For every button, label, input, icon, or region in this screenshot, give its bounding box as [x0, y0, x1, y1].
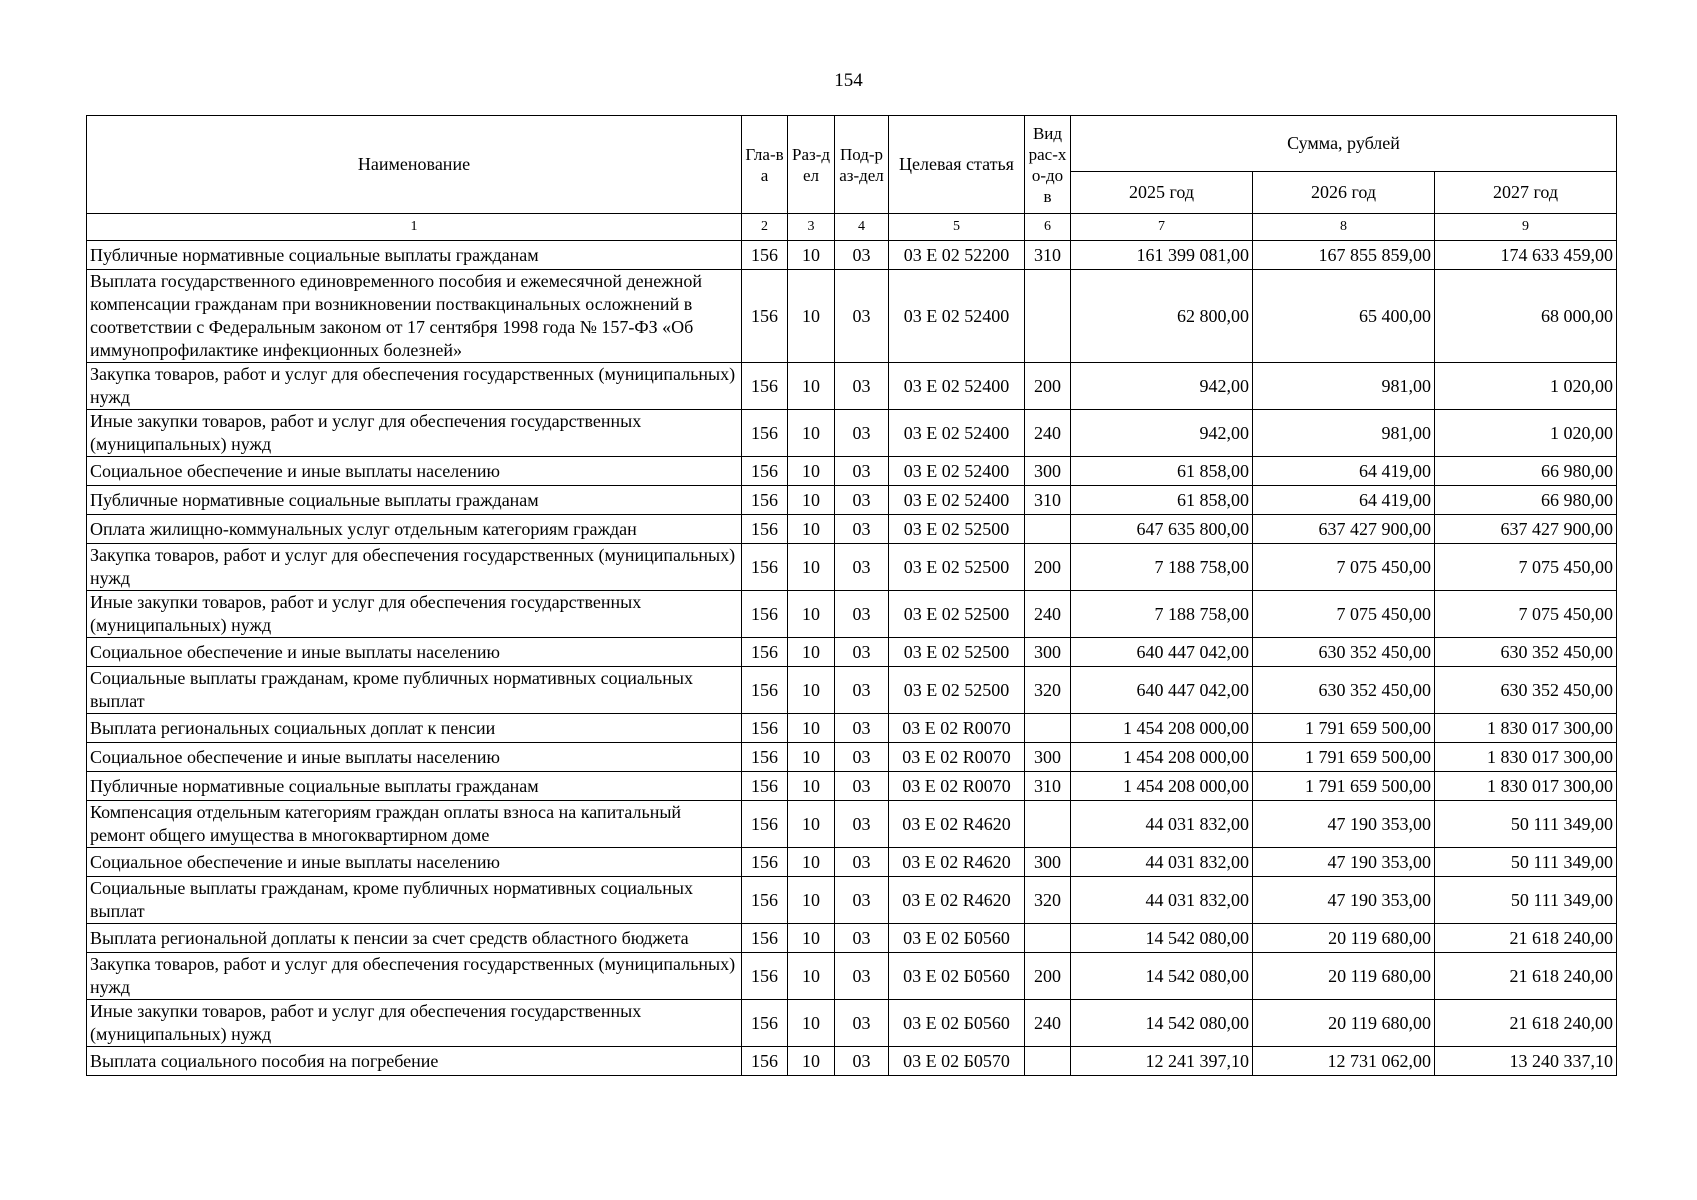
- cell-razdel: 10: [788, 924, 835, 953]
- cell-razdel: 10: [788, 714, 835, 743]
- cell-vid-rashodov: 310: [1025, 241, 1071, 270]
- colnum-8: 8: [1253, 214, 1435, 241]
- cell-glava: 156: [742, 486, 788, 515]
- cell-vid-rashodov: 200: [1025, 544, 1071, 591]
- colnum-4: 4: [835, 214, 889, 241]
- cell-sum-2025: 1 454 208 000,00: [1071, 772, 1253, 801]
- cell-celevaya-statya: 03 Е 02 Б0570: [889, 1047, 1025, 1076]
- cell-podrazdel: 03: [835, 848, 889, 877]
- cell-sum-2026: 65 400,00: [1253, 270, 1435, 363]
- cell-name: Выплата социального пособия на погребение: [87, 1047, 742, 1076]
- cell-razdel: 10: [788, 410, 835, 457]
- cell-sum-2026: 1 791 659 500,00: [1253, 772, 1435, 801]
- cell-name: Социальные выплаты гражданам, кроме публичных нормативных социальных выплат: [87, 877, 742, 924]
- cell-glava: 156: [742, 591, 788, 638]
- table-row: [87, 743, 1617, 772]
- cell-vid-rashodov: 200: [1025, 363, 1071, 410]
- cell-sum-2025: 44 031 832,00: [1071, 877, 1253, 924]
- cell-glava: 156: [742, 924, 788, 953]
- cell-podrazdel: 03: [835, 241, 889, 270]
- cell-name: Компенсация отдельным категориям граждан оплаты взноса на капитальный ремонт общего имущества в многоквартирном доме: [87, 801, 742, 848]
- cell-vid-rashodov: 310: [1025, 772, 1071, 801]
- table-row: [87, 241, 1617, 270]
- colnum-3: 3: [788, 214, 835, 241]
- cell-razdel: 10: [788, 363, 835, 410]
- cell-podrazdel: 03: [835, 544, 889, 591]
- header-year-2025: 2025 год: [1071, 172, 1253, 214]
- cell-podrazdel: 03: [835, 714, 889, 743]
- cell-celevaya-statya: 03 Е 02 R4620: [889, 801, 1025, 848]
- cell-celevaya-statya: 03 Е 02 R0070: [889, 772, 1025, 801]
- cell-vid-rashodov: 310: [1025, 486, 1071, 515]
- cell-sum-2027: 7 075 450,00: [1435, 591, 1617, 638]
- table-row: [87, 924, 1617, 953]
- table-row: [87, 953, 1617, 1000]
- cell-sum-2026: 47 190 353,00: [1253, 877, 1435, 924]
- cell-razdel: 10: [788, 591, 835, 638]
- header-vid: [1025, 116, 1071, 214]
- cell-podrazdel: 03: [835, 667, 889, 714]
- cell-sum-2027: 21 618 240,00: [1435, 1000, 1617, 1047]
- cell-razdel: 10: [788, 270, 835, 363]
- cell-sum-2027: 66 980,00: [1435, 457, 1617, 486]
- table-row: [87, 363, 1617, 410]
- table-row: [87, 877, 1617, 924]
- cell-sum-2027: 637 427 900,00: [1435, 515, 1617, 544]
- table-row: [87, 410, 1617, 457]
- cell-sum-2027: 1 020,00: [1435, 363, 1617, 410]
- cell-sum-2026: 1 791 659 500,00: [1253, 743, 1435, 772]
- cell-razdel: 10: [788, 241, 835, 270]
- cell-glava: 156: [742, 638, 788, 667]
- cell-name: Выплата региональной доплаты к пенсии за счет средств областного бюджета: [87, 924, 742, 953]
- cell-sum-2027: 630 352 450,00: [1435, 638, 1617, 667]
- cell-razdel: 10: [788, 515, 835, 544]
- cell-celevaya-statya: 03 Е 02 52500: [889, 591, 1025, 638]
- cell-sum-2026: 20 119 680,00: [1253, 924, 1435, 953]
- cell-podrazdel: 03: [835, 877, 889, 924]
- cell-sum-2025: 640 447 042,00: [1071, 638, 1253, 667]
- cell-glava: 156: [742, 241, 788, 270]
- cell-sum-2027: 21 618 240,00: [1435, 924, 1617, 953]
- cell-celevaya-statya: 03 Е 02 52500: [889, 515, 1025, 544]
- cell-vid-rashodov: 320: [1025, 877, 1071, 924]
- cell-podrazdel: 03: [835, 363, 889, 410]
- cell-sum-2025: 942,00: [1071, 410, 1253, 457]
- cell-sum-2025: 640 447 042,00: [1071, 667, 1253, 714]
- cell-glava: 156: [742, 772, 788, 801]
- cell-razdel: 10: [788, 743, 835, 772]
- cell-podrazdel: 03: [835, 924, 889, 953]
- cell-glava: 156: [742, 877, 788, 924]
- cell-razdel: 10: [788, 544, 835, 591]
- cell-celevaya-statya: 03 Е 02 R0070: [889, 714, 1025, 743]
- cell-sum-2027: 1 830 017 300,00: [1435, 714, 1617, 743]
- cell-glava: 156: [742, 714, 788, 743]
- cell-podrazdel: 03: [835, 486, 889, 515]
- cell-glava: 156: [742, 270, 788, 363]
- cell-sum-2025: 61 858,00: [1071, 486, 1253, 515]
- cell-name: Социальные выплаты гражданам, кроме публичных нормативных социальных выплат: [87, 667, 742, 714]
- cell-sum-2026: 20 119 680,00: [1253, 953, 1435, 1000]
- cell-name: Иные закупки товаров, работ и услуг для обеспечения государственных (муниципальных) нужд: [87, 410, 742, 457]
- cell-vid-rashodov: 300: [1025, 848, 1071, 877]
- cell-sum-2026: 7 075 450,00: [1253, 591, 1435, 638]
- cell-podrazdel: 03: [835, 1000, 889, 1047]
- cell-podrazdel: 03: [835, 743, 889, 772]
- cell-sum-2027: 13 240 337,10: [1435, 1047, 1617, 1076]
- table-row: [87, 667, 1617, 714]
- header-podrazdel: [835, 116, 889, 214]
- cell-podrazdel: 03: [835, 457, 889, 486]
- cell-name: Закупка товаров, работ и услуг для обеспечения государственных (муниципальных) нужд: [87, 544, 742, 591]
- cell-sum-2026: 630 352 450,00: [1253, 638, 1435, 667]
- table-row: [87, 772, 1617, 801]
- cell-glava: 156: [742, 457, 788, 486]
- cell-sum-2026: 47 190 353,00: [1253, 801, 1435, 848]
- cell-glava: 156: [742, 801, 788, 848]
- cell-sum-2026: 20 119 680,00: [1253, 1000, 1435, 1047]
- cell-podrazdel: 03: [835, 1047, 889, 1076]
- cell-vid-rashodov: [1025, 515, 1071, 544]
- cell-celevaya-statya: 03 Е 02 Б0560: [889, 924, 1025, 953]
- header-glava-text: Гла-ва: [745, 144, 784, 185]
- cell-glava: 156: [742, 544, 788, 591]
- cell-glava: 156: [742, 1000, 788, 1047]
- cell-sum-2026: 630 352 450,00: [1253, 667, 1435, 714]
- cell-sum-2026: 64 419,00: [1253, 457, 1435, 486]
- cell-sum-2027: 7 075 450,00: [1435, 544, 1617, 591]
- cell-celevaya-statya: 03 Е 02 52500: [889, 667, 1025, 714]
- cell-vid-rashodov: 320: [1025, 667, 1071, 714]
- cell-sum-2025: 1 454 208 000,00: [1071, 743, 1253, 772]
- cell-podrazdel: 03: [835, 801, 889, 848]
- cell-name: Выплата государственного единовременного пособия и ежемесячной денежной компенсации гражданам при возникновении поствакцинальных осложнений в соответствии с Федеральным законом от 17 сентября 1998 года № 157-ФЗ «Об иммунопрофилактике инфекционных болезней»: [87, 270, 742, 363]
- header-year-2027: 2027 год: [1435, 172, 1617, 214]
- cell-sum-2026: 167 855 859,00: [1253, 241, 1435, 270]
- cell-vid-rashodov: 200: [1025, 953, 1071, 1000]
- cell-razdel: 10: [788, 667, 835, 714]
- cell-vid-rashodov: 240: [1025, 410, 1071, 457]
- cell-sum-2027: 630 352 450,00: [1435, 667, 1617, 714]
- header-razdel-text: Раз-дел: [791, 144, 831, 185]
- cell-name: Публичные нормативные социальные выплаты гражданам: [87, 772, 742, 801]
- cell-name: Оплата жилищно-коммунальных услуг отдельным категориям граждан: [87, 515, 742, 544]
- cell-vid-rashodov: 240: [1025, 1000, 1071, 1047]
- cell-vid-rashodov: 240: [1025, 591, 1071, 638]
- cell-sum-2027: 1 020,00: [1435, 410, 1617, 457]
- table-row: [87, 457, 1617, 486]
- cell-name: Выплата региональных социальных доплат к пенсии: [87, 714, 742, 743]
- cell-razdel: 10: [788, 1047, 835, 1076]
- cell-celevaya-statya: 03 Е 02 R4620: [889, 877, 1025, 924]
- colnum-7: 7: [1071, 214, 1253, 241]
- header-celevaya: Целевая статья: [889, 116, 1025, 214]
- cell-vid-rashodov: [1025, 270, 1071, 363]
- cell-glava: 156: [742, 410, 788, 457]
- colnum-5: 5: [889, 214, 1025, 241]
- cell-name: Социальное обеспечение и иные выплаты населению: [87, 638, 742, 667]
- cell-name: Иные закупки товаров, работ и услуг для обеспечения государственных (муниципальных) нужд: [87, 1000, 742, 1047]
- cell-podrazdel: 03: [835, 515, 889, 544]
- cell-razdel: 10: [788, 772, 835, 801]
- page-number: 154: [834, 70, 863, 91]
- table-row: [87, 591, 1617, 638]
- cell-sum-2025: 1 454 208 000,00: [1071, 714, 1253, 743]
- cell-razdel: 10: [788, 638, 835, 667]
- cell-podrazdel: 03: [835, 772, 889, 801]
- table-row: [87, 1000, 1617, 1047]
- cell-sum-2025: 14 542 080,00: [1071, 1000, 1253, 1047]
- cell-sum-2027: 66 980,00: [1435, 486, 1617, 515]
- cell-razdel: 10: [788, 848, 835, 877]
- cell-sum-2026: 64 419,00: [1253, 486, 1435, 515]
- cell-razdel: 10: [788, 457, 835, 486]
- cell-celevaya-statya: 03 Е 02 52400: [889, 363, 1025, 410]
- cell-sum-2025: 44 031 832,00: [1071, 801, 1253, 848]
- cell-sum-2025: 7 188 758,00: [1071, 544, 1253, 591]
- cell-razdel: 10: [788, 486, 835, 515]
- cell-celevaya-statya: 03 Е 02 52200: [889, 241, 1025, 270]
- cell-name: Публичные нормативные социальные выплаты гражданам: [87, 486, 742, 515]
- column-numbers-row: [87, 214, 1617, 241]
- table-row: [87, 801, 1617, 848]
- table-row: [87, 486, 1617, 515]
- cell-sum-2026: 981,00: [1253, 410, 1435, 457]
- cell-vid-rashodov: [1025, 1047, 1071, 1076]
- cell-celevaya-statya: 03 Е 02 Б0560: [889, 953, 1025, 1000]
- cell-podrazdel: 03: [835, 591, 889, 638]
- cell-celevaya-statya: 03 Е 02 R4620: [889, 848, 1025, 877]
- cell-podrazdel: 03: [835, 270, 889, 363]
- cell-sum-2025: 7 188 758,00: [1071, 591, 1253, 638]
- cell-sum-2027: 50 111 349,00: [1435, 877, 1617, 924]
- cell-sum-2026: 1 791 659 500,00: [1253, 714, 1435, 743]
- cell-sum-2027: 68 000,00: [1435, 270, 1617, 363]
- cell-sum-2027: 50 111 349,00: [1435, 801, 1617, 848]
- cell-celevaya-statya: 03 Е 02 R0070: [889, 743, 1025, 772]
- cell-glava: 156: [742, 515, 788, 544]
- table-row: [87, 544, 1617, 591]
- header-razdel: [788, 116, 835, 214]
- cell-glava: 156: [742, 1047, 788, 1076]
- cell-razdel: 10: [788, 877, 835, 924]
- cell-podrazdel: 03: [835, 953, 889, 1000]
- cell-podrazdel: 03: [835, 638, 889, 667]
- cell-sum-2026: 12 731 062,00: [1253, 1047, 1435, 1076]
- header-podrazdel-text: Под-раз-дел: [839, 144, 884, 185]
- cell-vid-rashodov: 300: [1025, 743, 1071, 772]
- cell-vid-rashodov: 300: [1025, 457, 1071, 486]
- cell-razdel: 10: [788, 953, 835, 1000]
- cell-name: Социальное обеспечение и иные выплаты населению: [87, 457, 742, 486]
- table-body: [87, 241, 1617, 1076]
- cell-sum-2027: 1 830 017 300,00: [1435, 743, 1617, 772]
- cell-sum-2025: 14 542 080,00: [1071, 953, 1253, 1000]
- cell-sum-2026: 637 427 900,00: [1253, 515, 1435, 544]
- table-row: [87, 1047, 1617, 1076]
- cell-name: Социальное обеспечение и иные выплаты населению: [87, 848, 742, 877]
- colnum-1: 1: [87, 214, 742, 241]
- cell-sum-2025: 61 858,00: [1071, 457, 1253, 486]
- cell-glava: 156: [742, 953, 788, 1000]
- budget-table: [86, 115, 1617, 1076]
- cell-celevaya-statya: 03 Е 02 52400: [889, 457, 1025, 486]
- cell-sum-2027: 21 618 240,00: [1435, 953, 1617, 1000]
- colnum-9: 9: [1435, 214, 1617, 241]
- cell-name: Публичные нормативные социальные выплаты гражданам: [87, 241, 742, 270]
- cell-glava: 156: [742, 743, 788, 772]
- cell-glava: 156: [742, 848, 788, 877]
- colnum-6: 6: [1025, 214, 1071, 241]
- cell-sum-2025: 44 031 832,00: [1071, 848, 1253, 877]
- cell-podrazdel: 03: [835, 410, 889, 457]
- cell-sum-2025: 14 542 080,00: [1071, 924, 1253, 953]
- cell-celevaya-statya: 03 Е 02 52400: [889, 270, 1025, 363]
- cell-name: Закупка товаров, работ и услуг для обеспечения государственных (муниципальных) нужд: [87, 953, 742, 1000]
- cell-celevaya-statya: 03 Е 02 52500: [889, 638, 1025, 667]
- table-row: [87, 714, 1617, 743]
- cell-name: Социальное обеспечение и иные выплаты населению: [87, 743, 742, 772]
- table-row: [87, 270, 1617, 363]
- cell-sum-2025: 12 241 397,10: [1071, 1047, 1253, 1076]
- header-glava: [742, 116, 788, 214]
- cell-sum-2025: 647 635 800,00: [1071, 515, 1253, 544]
- cell-vid-rashodov: [1025, 801, 1071, 848]
- cell-celevaya-statya: 03 Е 02 52400: [889, 410, 1025, 457]
- cell-razdel: 10: [788, 801, 835, 848]
- cell-name: Закупка товаров, работ и услуг для обеспечения государственных (муниципальных) нужд: [87, 363, 742, 410]
- cell-sum-2025: 942,00: [1071, 363, 1253, 410]
- header-summa: Сумма, рублей: [1071, 116, 1617, 172]
- cell-celevaya-statya: 03 Е 02 Б0560: [889, 1000, 1025, 1047]
- cell-sum-2027: 1 830 017 300,00: [1435, 772, 1617, 801]
- header-name: Наименование: [87, 116, 742, 214]
- header-vid-text: Вид рас-хо-дов: [1028, 123, 1067, 206]
- cell-name: Иные закупки товаров, работ и услуг для обеспечения государственных (муниципальных) нужд: [87, 591, 742, 638]
- cell-sum-2026: 7 075 450,00: [1253, 544, 1435, 591]
- cell-sum-2027: 174 633 459,00: [1435, 241, 1617, 270]
- cell-sum-2027: 50 111 349,00: [1435, 848, 1617, 877]
- table-row: [87, 848, 1617, 877]
- header-year-2026: 2026 год: [1253, 172, 1435, 214]
- cell-sum-2025: 62 800,00: [1071, 270, 1253, 363]
- cell-celevaya-statya: 03 Е 02 52400: [889, 486, 1025, 515]
- cell-vid-rashodov: [1025, 714, 1071, 743]
- cell-glava: 156: [742, 363, 788, 410]
- cell-celevaya-statya: 03 Е 02 52500: [889, 544, 1025, 591]
- cell-glava: 156: [742, 667, 788, 714]
- cell-sum-2025: 161 399 081,00: [1071, 241, 1253, 270]
- cell-sum-2026: 981,00: [1253, 363, 1435, 410]
- cell-vid-rashodov: 300: [1025, 638, 1071, 667]
- cell-sum-2026: 47 190 353,00: [1253, 848, 1435, 877]
- table-row: [87, 515, 1617, 544]
- table-row: [87, 638, 1617, 667]
- cell-vid-rashodov: [1025, 924, 1071, 953]
- colnum-2: 2: [742, 214, 788, 241]
- cell-razdel: 10: [788, 1000, 835, 1047]
